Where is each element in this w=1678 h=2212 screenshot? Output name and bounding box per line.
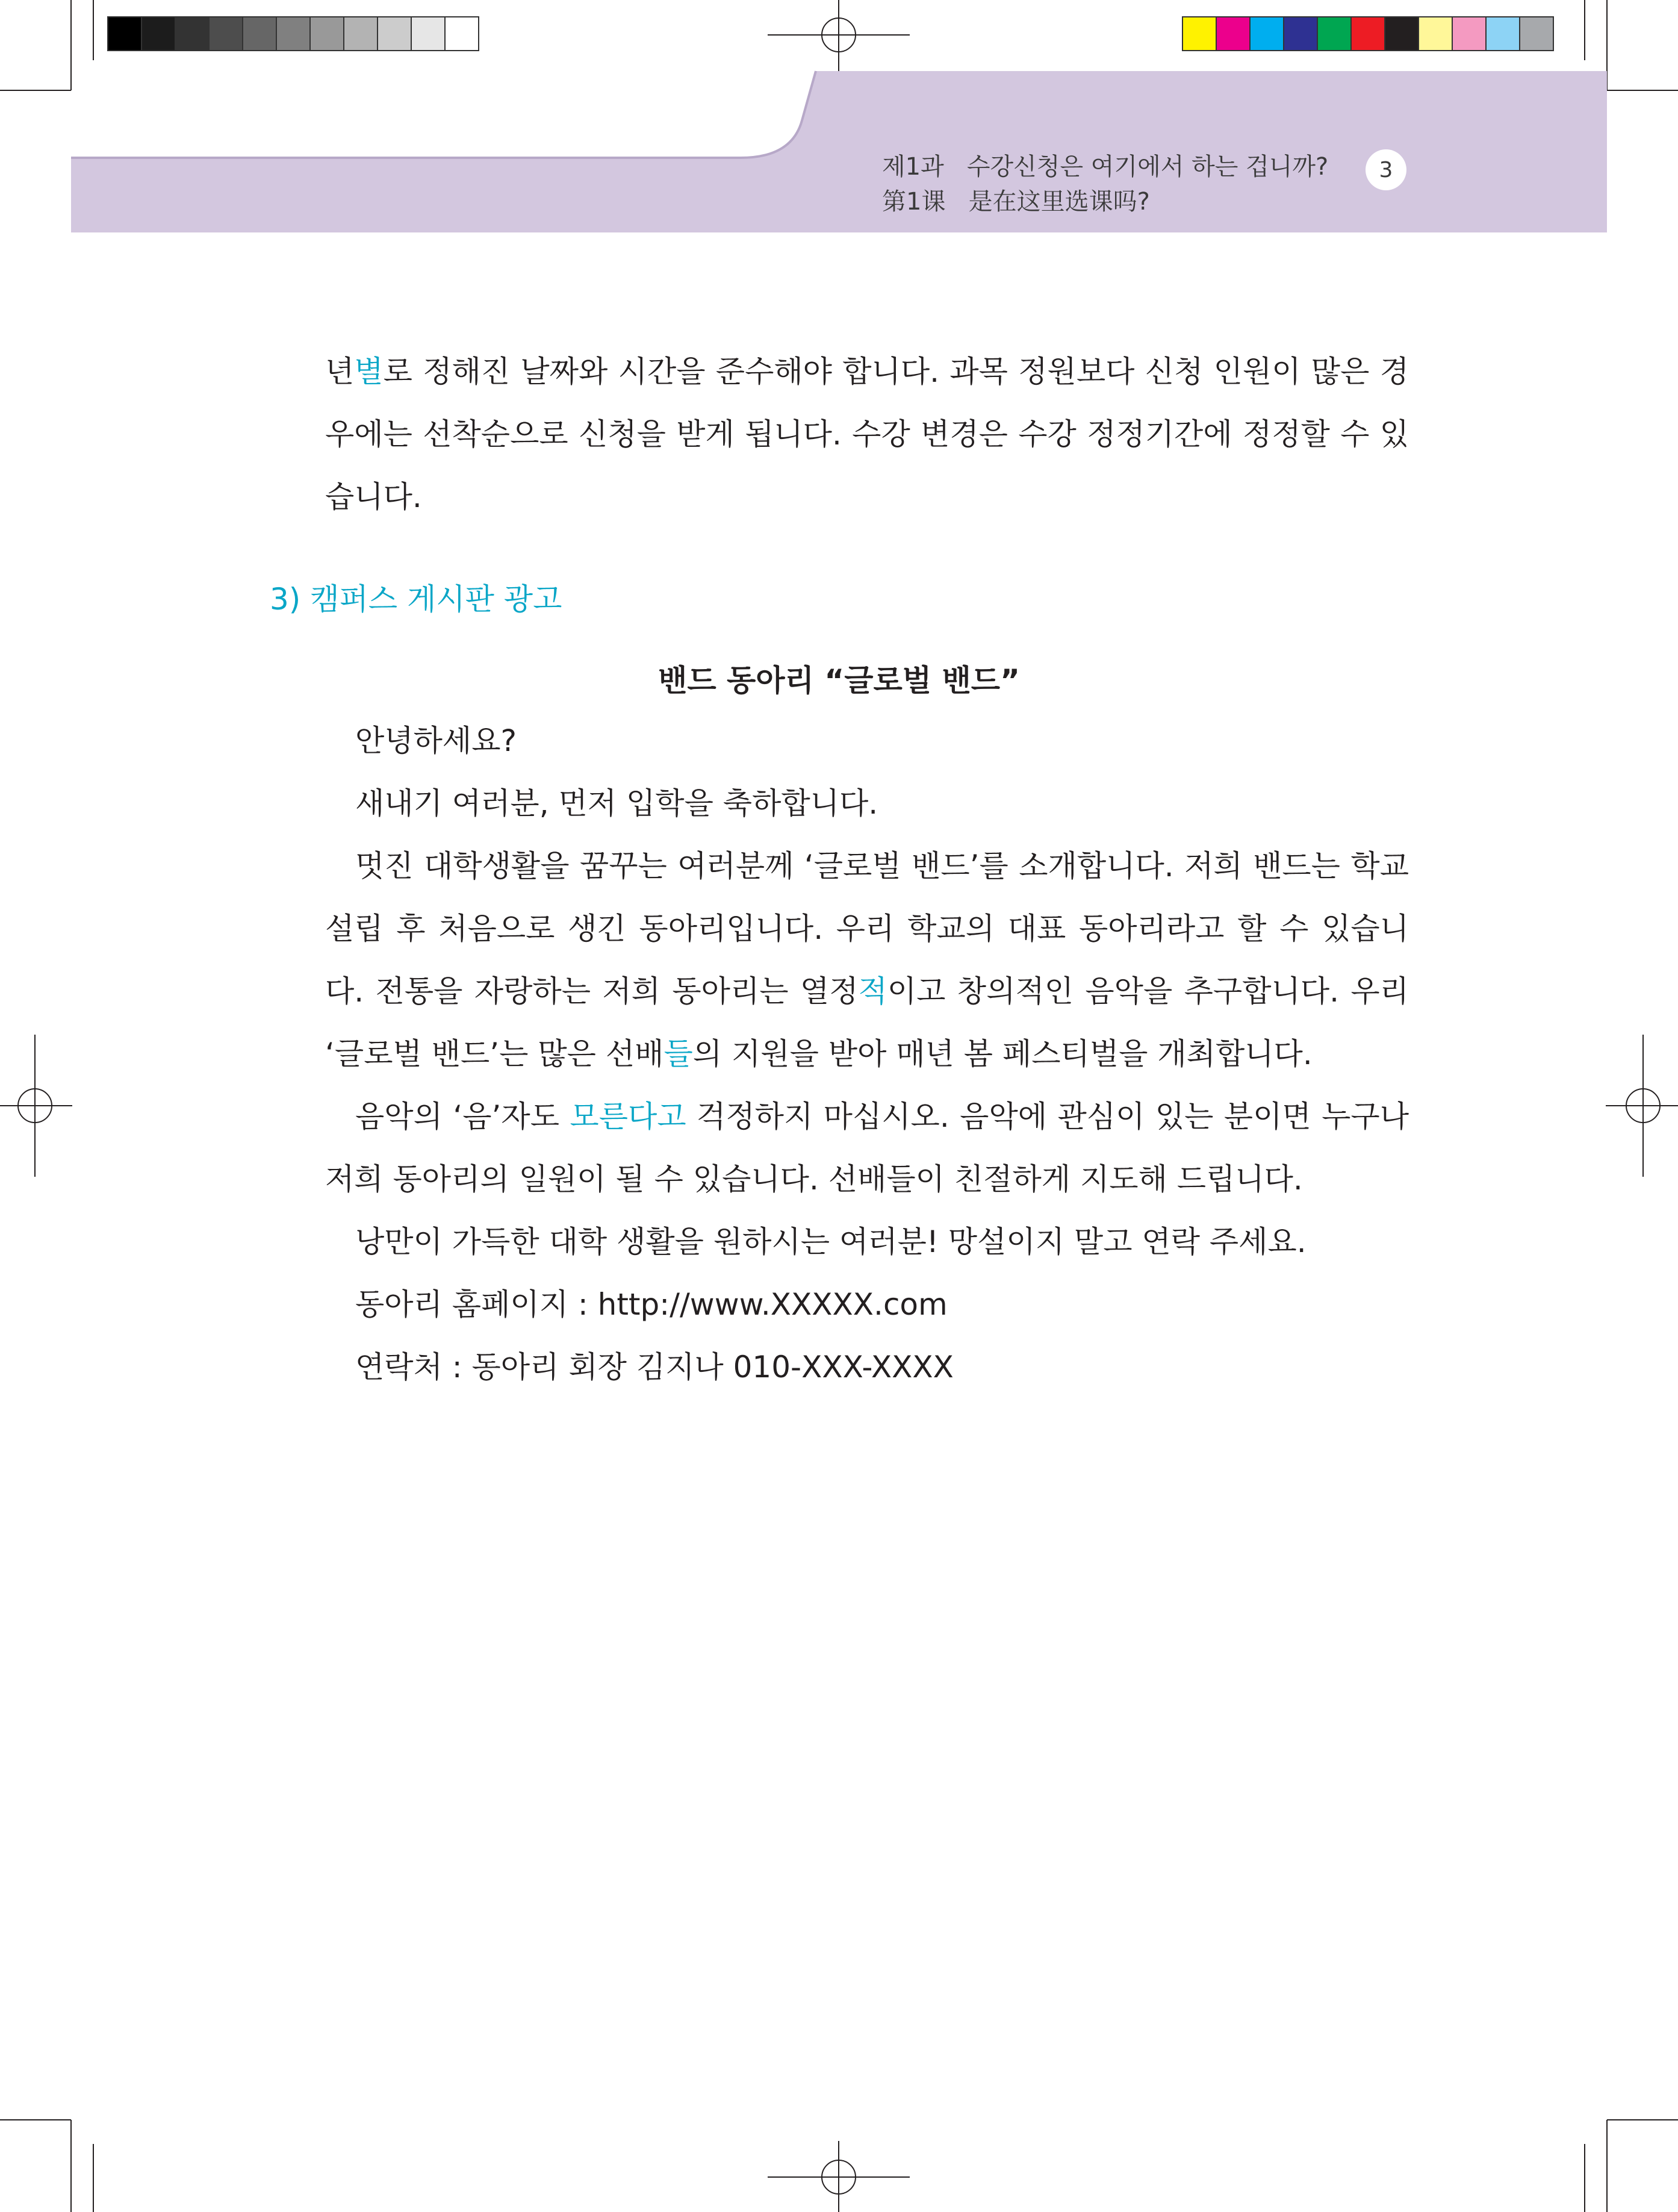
ad-contact: 연락처 : 동아리 회장 김지나 010-XXX-XXXX [355, 1350, 954, 1385]
header-band [0, 0, 1678, 241]
ad-p4-text-b: 걱정하지 마십시오. 음악에 관심이 있는 분이면 누구나 저희 동아리의 일원이 될 수 있습니다. 선배들이 친절하게 지도해 드립니다. [325, 1099, 1409, 1197]
ad-p3-highlight-2: 들 [663, 1036, 693, 1071]
intro-text-b: 로 정해진 날짜와 시간을 준수해야 합니다. 과목 정원보다 신청 인원이 많은 경우에는 선착순으로 신청을 받게 됩니다. 수강 변경은 수강 정정기간에 정정할 수 있습니다. [325, 354, 1409, 514]
ad-invitation: 낭만이 가득한 대학 생활을 원하시는 여러분! 망설이지 말고 연락 주세요. [355, 1224, 1307, 1259]
lesson-title-ko: 수강신청은 여기에서 하는 겁니까? [966, 153, 1329, 181]
intro-highlight: 별 [354, 354, 384, 389]
header-line-korean [882, 148, 1328, 182]
ad-p4-text-a: 음악의 ‘음’자도 [355, 1099, 570, 1134]
ad-paragraph-intro [325, 835, 1409, 1085]
ad-p3-highlight-1: 적 [858, 974, 887, 1009]
ad-title: 밴드 동아리 “글로벌 밴드” [658, 663, 1020, 698]
lesson-title-zh: 是在这里选课吗? [968, 188, 1150, 216]
ad-congrats: 새내기 여러분, 먼저 입학을 축하합니다. [355, 786, 878, 821]
ad-p3-text-b: 이고 창의적인 음악을 추구합니다. 우리 ‘글로벌 밴드’는 많은 선배 [325, 974, 1409, 1071]
ad-p4-highlight: 모른다고 [570, 1099, 686, 1134]
lesson-label-zh: 第1课 [882, 188, 946, 216]
ad-body [325, 709, 1409, 1398]
page-number: 3 [1366, 149, 1406, 190]
ad-p3-text-a: 멋진 대학생활을 꿈꾸는 여러분께 ‘글로벌 밴드’를 소개합니다. 저희 밴드는 학교 설립 후 처음으로 생긴 동아리입니다. 우리 학교의 대표 동아리라고 할 수 있습니다. 전통을 자랑하는 저희 동아리는 열정 [325, 849, 1409, 1009]
section-heading: 3) 캠퍼스 게시판 광고 [270, 582, 562, 617]
ad-greeting: 안녕하세요? [355, 723, 517, 758]
intro-text-a: 년 [325, 354, 355, 389]
ad-homepage: 동아리 홈페이지 : http://www.XXXXX.com [355, 1287, 948, 1322]
header-line-chinese [882, 182, 1150, 217]
intro-paragraph [325, 340, 1409, 528]
ad-p3-text-c: 의 지원을 받아 매년 봄 페스티벌을 개최합니다. [692, 1036, 1313, 1071]
lesson-label-ko: 제1과 [882, 153, 944, 181]
ad-paragraph-music [325, 1085, 1409, 1210]
